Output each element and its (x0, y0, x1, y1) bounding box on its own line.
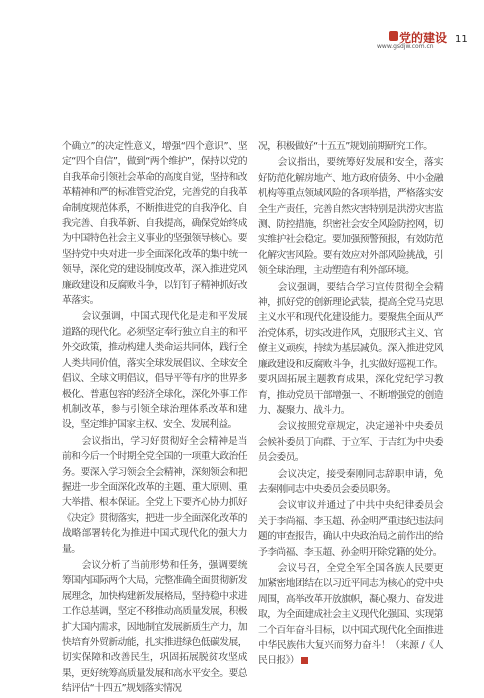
paragraph: 会议强调，中国式现代化是走和平发展道路的现代化。必须坚定奉行独立自主的和平外交政策，推动构建人类命运共同体，践行全人类共同价值，落实全球发展倡议、全球安全倡议、全球文明倡议，倡导平等有序的世界多极化、普惠包容的经济全球化，深化外事工作机制改革，参与引领全球治理体系改革和建设，坚定维护国家主权、安全、发展利益。 (62, 311, 247, 431)
page-header (0, 0, 484, 70)
paragraph: 会议指出，学习好贯彻好全会精神是当前和今后一个时期全党全国的一项重大政治任务。要深入学习领会全会精神，深刻领会和把握进一步全面深化改革的主题、重大原则、重大举措、根本保证。全党上下要齐心协力抓好《决定》贯彻落实，把进一步全面深化改革的战略部署转化为推进中国式现代化的强大力量。 (62, 435, 247, 555)
right-column (258, 139, 443, 670)
left-column (62, 139, 247, 698)
paragraph: 会议按照党章规定，决定递补中央委员会候补委员丁向群、于立军、于吉红为中央委员会委员。 (258, 421, 443, 464)
paragraph: 会议分析了当前形势和任务，强调要统筹国内国际两个大局，完整准确全面贯彻新发展理念，加快构建新发展格局，坚持稳中求进工作总基调，坚定不移推动高质量发展，积极扩大国内需求，因地制宜发展新质生产力，加快培育外贸新动能，扎实推进绿色低碳发展，切实保障和改善民生，巩固拓展脱贫攻坚成果，更好统筹高质量发展和高水平安全。要总结评估“十四五”规划落实情况 (62, 559, 247, 695)
paragraph: 个确立”的决定性意义，增强“四个意识”、坚定“四个自信”，做到“两个维护”，保持以党的自我革命引领社会革命的高度自觉，坚持和改革精神和严的标准管党治党，完善党的自我革命制度规范体系，不断推进党的自我净化、自我完善、自我革新、自我提高，确保党始终成为中国特色社会主义事业的坚强领导核心。要坚持党中央对进一步全面深化改革的集中统一领导，深化党的建设制度改革，深入推进党风廉政建设和反腐败斗争，以钉钉子精神抓好改革落实。 (62, 141, 247, 307)
page-number: 11 (455, 34, 468, 45)
paragraph: 会议强调，要结合学习宣传贯彻全会精神，抓好党的创新理论武装，提高全党马克思主义水平和现代化建设能力。要聚焦全面从严治党体系，切实改进作风，克服形式主义、官僚主义顽疾，持续为基层减负。深入推进党风廉政建设和反腐败斗争，扎实做好巡视工作。要巩固拓展主题教育成果，深化党纪学习教育，推动党员干部增强一、不断增强党的创造力、凝聚力、战斗力。 (258, 281, 443, 416)
paragraph: 会议指出，要统筹好发展和安全，落实好防范化解房地产、地方政府债务、中小金融机构等重点领域风险的各项举措，严格落实安全生产责任，完善自然灾害特别是洪涝灾害监测、防控措施，织密社会安全风险防控网，切实维护社会稳定。要加强预警预报，有效防范化解灾害风险。要有效应对外部风险挑战，引领全球治理，主动塑造有利外部环境。 (258, 157, 443, 277)
paragraph-text: 会议号召，全党全军全国各族人民要更加紧密地团结在以习近平同志为核心的党中央周围，高举改革开放旗帜，凝心聚力、奋发进取，为全面建成社会主义现代化强国、实现第二个百年奋斗目标，以中国式现代化全面推进中华民族伟大复兴而努力奋斗！（来源 /《人民日报》） (258, 562, 443, 667)
paragraph-final (258, 561, 443, 669)
end-mark-icon (301, 657, 308, 664)
paragraph: 会议决定，接受秦刚同志辞职申请，免去秦刚同志中央委员会委员职务。 (258, 468, 443, 495)
logo-text: 党的建设 (399, 31, 448, 45)
paragraph: 况，积极做好“十五五”规划前期研究工作。 (258, 141, 433, 152)
party-emblem-icon (389, 31, 398, 41)
website-url: www.gsdjw.com.cn (377, 43, 434, 50)
paragraph: 会议审议并通过了中共中央纪律委员会关于李尚福、李玉超、孙金明严重违纪违法问题的审查报告，确认中央政治局之前作出的给予李尚福、李玉超、孙金明开除党籍的处分。 (258, 500, 443, 558)
